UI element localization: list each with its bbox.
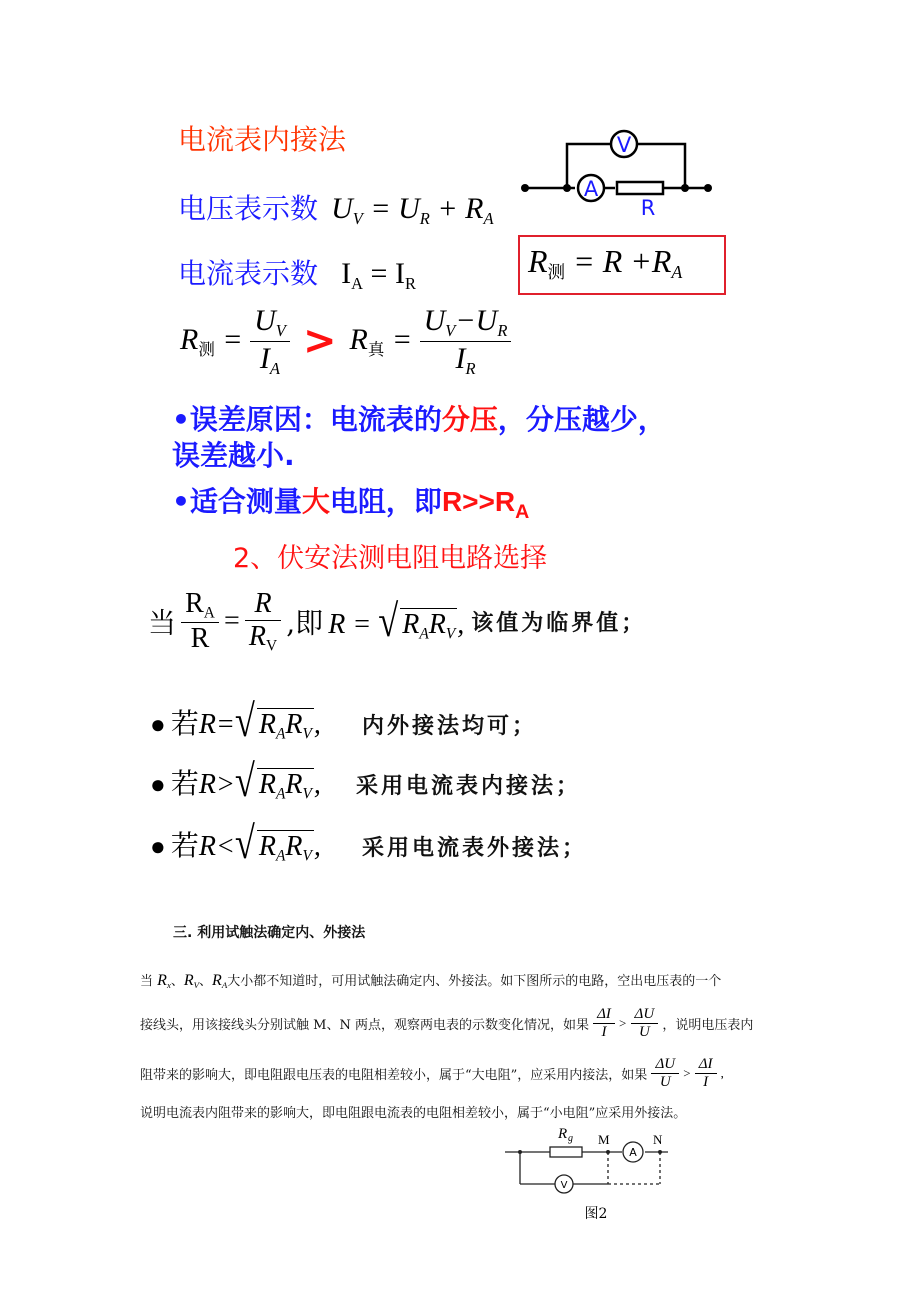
suitable-bullet: •适合测量大电阻，即$R>>R_A$ bbox=[172, 485, 530, 523]
ammeter-formula: IA = IR bbox=[341, 257, 416, 293]
error-cause-bullet: •误差原因：电流表的分压，分压越少， 误差越小. bbox=[172, 403, 666, 472]
junction-right-dot bbox=[681, 184, 689, 192]
voltmeter-formula: $U_V = U_R + R_A$ bbox=[331, 192, 494, 228]
para-line-1: 当 $R_x$、$R_V$、$R_A$大小都不知道时，可用试触法确定内、外接法。如下图所示的电路，空出电压表的一个 bbox=[140, 972, 722, 991]
inner-connection-title: 电流表内接法 bbox=[178, 123, 347, 156]
rg-resistor-icon bbox=[550, 1147, 582, 1157]
voltmeter-label: V bbox=[616, 133, 632, 157]
trial-contact-heading: 三. 利用试触法确定内、外接法 bbox=[173, 925, 366, 941]
junction-left-dot bbox=[563, 184, 571, 192]
terminal-right-dot bbox=[704, 184, 712, 192]
true-fraction: $\frac{U_V-U_R}{I_R}$ bbox=[420, 304, 512, 379]
svg-text:N: N bbox=[653, 1132, 663, 1147]
boxed-formula: R测 = $R +R_A$ bbox=[528, 243, 683, 284]
measured-fraction: $\frac{U_V}{I_A}$ bbox=[250, 304, 290, 379]
para-line-4: 说明电流表内阻带来的影响大，即电阻跟电流表的电阻相差较小，属于“小电阻”应采用外接法。 bbox=[140, 1106, 687, 1121]
svg-text:V: V bbox=[560, 1180, 568, 1191]
svg-text:g: g bbox=[568, 1133, 573, 1144]
measured-vs-true-formula: R测 = $\frac{U_V}{I_A}$ > R真 = $\frac{U_V-U_R}{I_R}$ bbox=[180, 304, 511, 390]
case-less: ● 若R<√ $R_AR_V$, 采用电流表外接法； bbox=[150, 818, 587, 868]
figure-caption: 图2 bbox=[584, 1206, 608, 1222]
svg-text:R: R bbox=[558, 1126, 568, 1142]
greater-than-sign: > bbox=[302, 318, 337, 365]
case-equal: ● 若R=√ $R_AR_V$, 内外接法均可； bbox=[150, 696, 537, 746]
case-greater: ● 若R>√ $R_AR_V$, 采用电流表内接法； bbox=[150, 756, 581, 806]
trial-contact-circuit bbox=[500, 1118, 680, 1228]
measured-resistance-box bbox=[518, 235, 726, 295]
terminal-left-dot bbox=[521, 184, 529, 192]
para-line-2: 接线头，用该接线头分别试触 M、N 两点，观察两电表的示数变化情况，如果 $\frac{\Delta I}{I}$ > $\frac{\Delta U}{U}$ ，说明电压表内 bbox=[140, 1006, 754, 1040]
critical-value-formula: 当 $\frac{RA}{R}$ = $\frac{R}{RV}$ ,即 R = √ $R_AR_V$, 该值为临界值； bbox=[148, 588, 647, 655]
voltmeter-reading-row bbox=[178, 187, 494, 229]
inner-connection-circuit bbox=[515, 124, 715, 219]
voltmeter-reading-label: 电压表示数 bbox=[178, 192, 319, 225]
resistor-icon bbox=[617, 182, 663, 194]
para-line-3: 阻带来的影响大，即电阻跟电压表的电阻相差较小，属于“大电阻”，应采用内接法，如果 $\frac{\Delta U}{U}$ > $\frac{\Delta I}{I}$ , bbox=[140, 1056, 724, 1090]
svg-text:A: A bbox=[629, 1146, 637, 1159]
ammeter-label: A bbox=[583, 177, 599, 201]
ammeter-reading-label: 电流表示数 bbox=[178, 257, 319, 290]
critical-note: 该值为临界值； bbox=[471, 610, 647, 637]
circuit-selection-title: 2、伏安法测电阻电路选择 bbox=[233, 543, 548, 574]
resistor-label: R bbox=[640, 196, 656, 219]
svg-text:M: M bbox=[598, 1132, 610, 1147]
ammeter-reading-row bbox=[178, 252, 416, 294]
